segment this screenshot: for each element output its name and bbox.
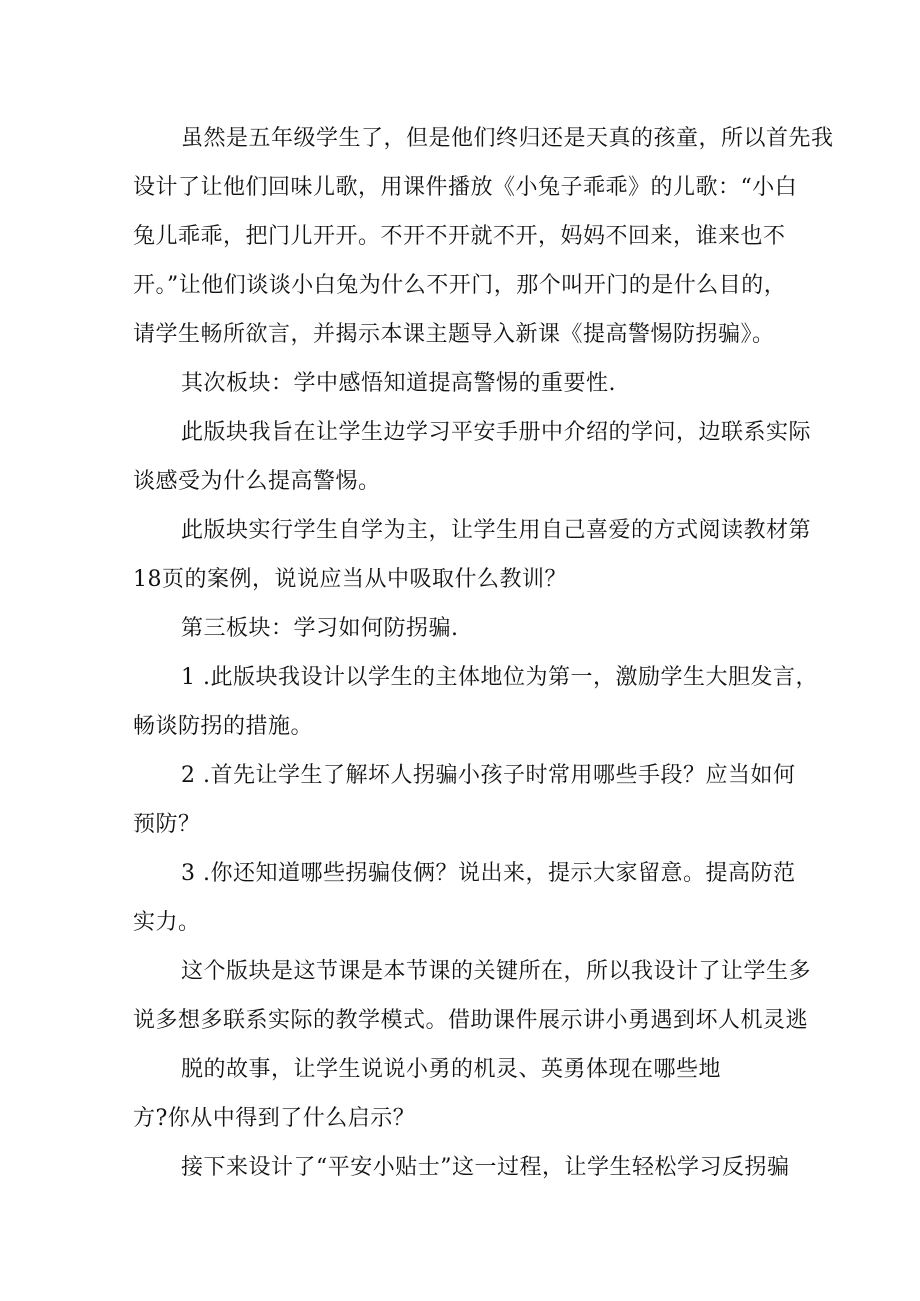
paragraph-line: 这个版块是这节课是本节课的关键所在，所以我设计了让学生多 [181, 959, 812, 984]
paragraph-line: 开。”让他们谈谈小白兔为什么不开门，那个叫开门的是什么目的， [133, 273, 787, 298]
list-item-continuation: 预防？ [133, 812, 201, 837]
paragraph-line: 设计了让他们回味儿歌，用课件播放《小兔子乖乖》的儿歌：“小白 [133, 175, 798, 200]
section-heading: 其次板块：学中感悟知道提高警惕的重要性. [181, 371, 616, 396]
paragraph-line: 接下来设计了“平安小贴士”这一过程，让学生轻松学习反拐骗 [181, 1155, 790, 1180]
paragraph-line: 请学生畅所欲言，并揭示本课主题导入新课《提高警惕防拐骗》。 [133, 322, 775, 347]
paragraph-line: 兔儿乖乖，把门儿开开。不开不开就不开，妈妈不回来，谁来也不 [133, 224, 786, 249]
paragraph-line: 说多想多联系实际的教学模式。借助课件展示讲小勇遇到坏人机灵逃 [133, 1008, 809, 1033]
paragraph-line: 18页的案例，说说应当从中吸取什么教训？ [133, 567, 567, 592]
paragraph-line: 脱的故事，让学生说说小勇的机灵、英勇体现在哪些地 [181, 1057, 722, 1082]
paragraph-line: 此版块实行学生自学为主，让学生用自己喜爱的方式阅读教材第 [181, 518, 812, 543]
paragraph-line: 谈感受为什么提高警惕。 [133, 469, 381, 494]
paragraph-line: 虽然是五年级学生了，但是他们终归还是天真的孩童，所以首先我 [181, 126, 834, 151]
paragraph-line: 此版块我旨在让学生边学习平安手册中介绍的学问，边联系实际 [181, 420, 812, 445]
paragraph-line: 方?你从中得到了什么启示？ [133, 1106, 416, 1131]
section-heading: 第三板块：学习如何防拐骗. [181, 616, 459, 641]
list-item-continuation: 畅谈防拐的措施。 [133, 714, 314, 739]
list-item-continuation: 实力。 [133, 910, 201, 935]
list-item: 3 .你还知道哪些拐骗伎俩？说出来，提示大家留意。提高防范 [181, 861, 796, 886]
list-item: 1 .此版块我设计以学生的主体地位为第一，激励学生大胆发言， [181, 665, 818, 690]
list-item: 2 .首先让学生了解坏人拐骗小孩子时常用哪些手段？应当如何 [181, 763, 796, 788]
